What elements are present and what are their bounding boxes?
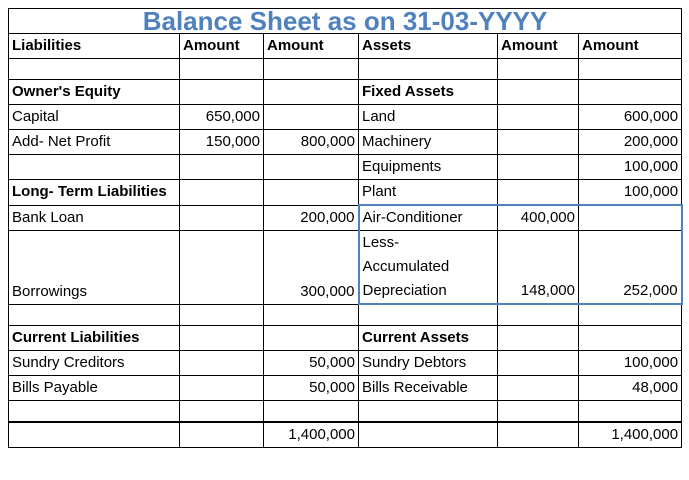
title-row xyxy=(9,9,682,34)
land-amount[interactable]: 600,000 xyxy=(579,105,682,130)
cell[interactable] xyxy=(359,59,498,80)
cell[interactable] xyxy=(498,376,579,401)
header-amount-4[interactable]: Amount xyxy=(579,34,682,59)
air-conditioner-label[interactable]: Air-Conditioner xyxy=(359,205,498,231)
borrowings-amount[interactable]: 300,000 xyxy=(264,231,359,305)
cell[interactable] xyxy=(180,376,264,401)
cell[interactable] xyxy=(579,205,682,231)
cell[interactable] xyxy=(9,155,180,180)
less-label-line-2: Accumulated xyxy=(362,258,450,275)
cell[interactable] xyxy=(264,80,359,105)
table-row xyxy=(9,304,682,326)
less-label-line-1: Less- xyxy=(362,234,400,251)
cell[interactable] xyxy=(579,304,682,326)
table-row xyxy=(9,351,682,376)
cell[interactable] xyxy=(180,304,264,326)
sundry-creditors-label[interactable]: Sundry Creditors xyxy=(9,351,180,376)
net-profit-amount[interactable]: 150,000 xyxy=(180,130,264,155)
table-row xyxy=(9,105,682,130)
cell[interactable] xyxy=(359,304,498,326)
capital-label[interactable]: Capital xyxy=(9,105,180,130)
assets-total[interactable]: 1,400,000 xyxy=(579,422,682,448)
cell[interactable] xyxy=(180,351,264,376)
sundry-creditors-amount[interactable]: 50,000 xyxy=(264,351,359,376)
cell[interactable] xyxy=(498,59,579,80)
table-row xyxy=(9,180,682,206)
cell[interactable] xyxy=(9,59,180,80)
net-profit-label[interactable]: Add- Net Profit xyxy=(9,130,180,155)
table-row xyxy=(9,80,682,105)
machinery-amount[interactable]: 200,000 xyxy=(579,130,682,155)
cell[interactable] xyxy=(498,155,579,180)
cell[interactable] xyxy=(180,205,264,231)
table-row xyxy=(9,130,682,155)
cell[interactable] xyxy=(9,401,180,423)
header-liabilities[interactable]: Liabilities xyxy=(9,34,180,59)
sundry-debtors-amount[interactable]: 100,000 xyxy=(579,351,682,376)
header-assets[interactable]: Assets xyxy=(359,34,498,59)
header-row xyxy=(9,34,682,59)
air-conditioner-net-amount[interactable]: 252,000 xyxy=(579,231,682,305)
table-row xyxy=(9,401,682,423)
table-row xyxy=(9,205,682,231)
cell[interactable] xyxy=(264,105,359,130)
cell[interactable] xyxy=(180,422,264,448)
cell[interactable] xyxy=(498,422,579,448)
depreciation-amount[interactable]: 148,000 xyxy=(498,231,579,305)
cell[interactable] xyxy=(180,401,264,423)
equipments-amount[interactable]: 100,000 xyxy=(579,155,682,180)
cell[interactable] xyxy=(498,326,579,351)
cell[interactable] xyxy=(498,401,579,423)
current-liabilities-heading[interactable]: Current Liabilities xyxy=(9,326,180,351)
cell[interactable] xyxy=(498,351,579,376)
bills-receivable-amount[interactable]: 48,000 xyxy=(579,376,682,401)
cell[interactable] xyxy=(498,130,579,155)
cell[interactable] xyxy=(579,59,682,80)
bills-receivable-label[interactable]: Bills Receivable xyxy=(359,376,498,401)
table-row xyxy=(9,326,682,351)
capital-amount[interactable]: 650,000 xyxy=(180,105,264,130)
sundry-debtors-label[interactable]: Sundry Debtors xyxy=(359,351,498,376)
less-accumulated-depreciation-label[interactable] xyxy=(359,231,498,305)
cell[interactable] xyxy=(180,180,264,206)
bills-payable-amount[interactable]: 50,000 xyxy=(264,376,359,401)
cell[interactable] xyxy=(180,326,264,351)
cell[interactable] xyxy=(498,105,579,130)
long-term-liabilities-heading[interactable]: Long- Term Liabilities xyxy=(9,180,180,206)
cell[interactable] xyxy=(359,401,498,423)
owners-equity-total[interactable]: 800,000 xyxy=(264,130,359,155)
cell[interactable] xyxy=(180,231,264,305)
cell[interactable] xyxy=(359,422,498,448)
fixed-assets-heading[interactable]: Fixed Assets xyxy=(359,80,498,105)
bank-loan-amount[interactable]: 200,000 xyxy=(264,205,359,231)
plant-label[interactable]: Plant xyxy=(359,180,498,206)
header-amount-2[interactable]: Amount xyxy=(264,34,359,59)
cell[interactable] xyxy=(264,155,359,180)
equipments-label[interactable]: Equipments xyxy=(359,155,498,180)
cell[interactable] xyxy=(264,304,359,326)
totals-row xyxy=(9,422,682,448)
cell[interactable] xyxy=(498,180,579,206)
balance-sheet-table xyxy=(8,8,683,448)
cell[interactable] xyxy=(264,401,359,423)
land-label[interactable]: Land xyxy=(359,105,498,130)
cell[interactable] xyxy=(9,422,180,448)
air-conditioner-amount[interactable]: 400,000 xyxy=(498,205,579,231)
cell[interactable] xyxy=(180,80,264,105)
owners-equity-heading[interactable]: Owner's Equity xyxy=(9,80,180,105)
plant-amount[interactable]: 100,000 xyxy=(579,180,682,206)
less-label-line-3: Depreciation xyxy=(362,282,447,299)
bank-loan-label[interactable]: Bank Loan xyxy=(9,205,180,231)
sheet-title[interactable]: Balance Sheet as on 31-03-YYYY xyxy=(9,9,682,34)
table-row xyxy=(9,155,682,180)
cell[interactable] xyxy=(9,304,180,326)
cell[interactable] xyxy=(264,180,359,206)
machinery-label[interactable]: Machinery xyxy=(359,130,498,155)
cell[interactable] xyxy=(264,326,359,351)
cell[interactable] xyxy=(579,326,682,351)
table-row xyxy=(9,376,682,401)
table-row xyxy=(9,59,682,80)
balance-sheet xyxy=(8,8,681,448)
cell[interactable] xyxy=(264,59,359,80)
header-amount-3[interactable]: Amount xyxy=(498,34,579,59)
cell[interactable] xyxy=(498,304,579,326)
bills-payable-label[interactable]: Bills Payable xyxy=(9,376,180,401)
cell[interactable] xyxy=(579,80,682,105)
liabilities-total[interactable]: 1,400,000 xyxy=(264,422,359,448)
cell[interactable] xyxy=(579,401,682,423)
header-amount-1[interactable]: Amount xyxy=(180,34,264,59)
cell[interactable] xyxy=(498,80,579,105)
borrowings-label[interactable]: Borrowings xyxy=(9,231,180,305)
cell[interactable] xyxy=(180,59,264,80)
table-row xyxy=(9,231,682,305)
current-assets-heading[interactable]: Current Assets xyxy=(359,326,498,351)
cell[interactable] xyxy=(180,155,264,180)
